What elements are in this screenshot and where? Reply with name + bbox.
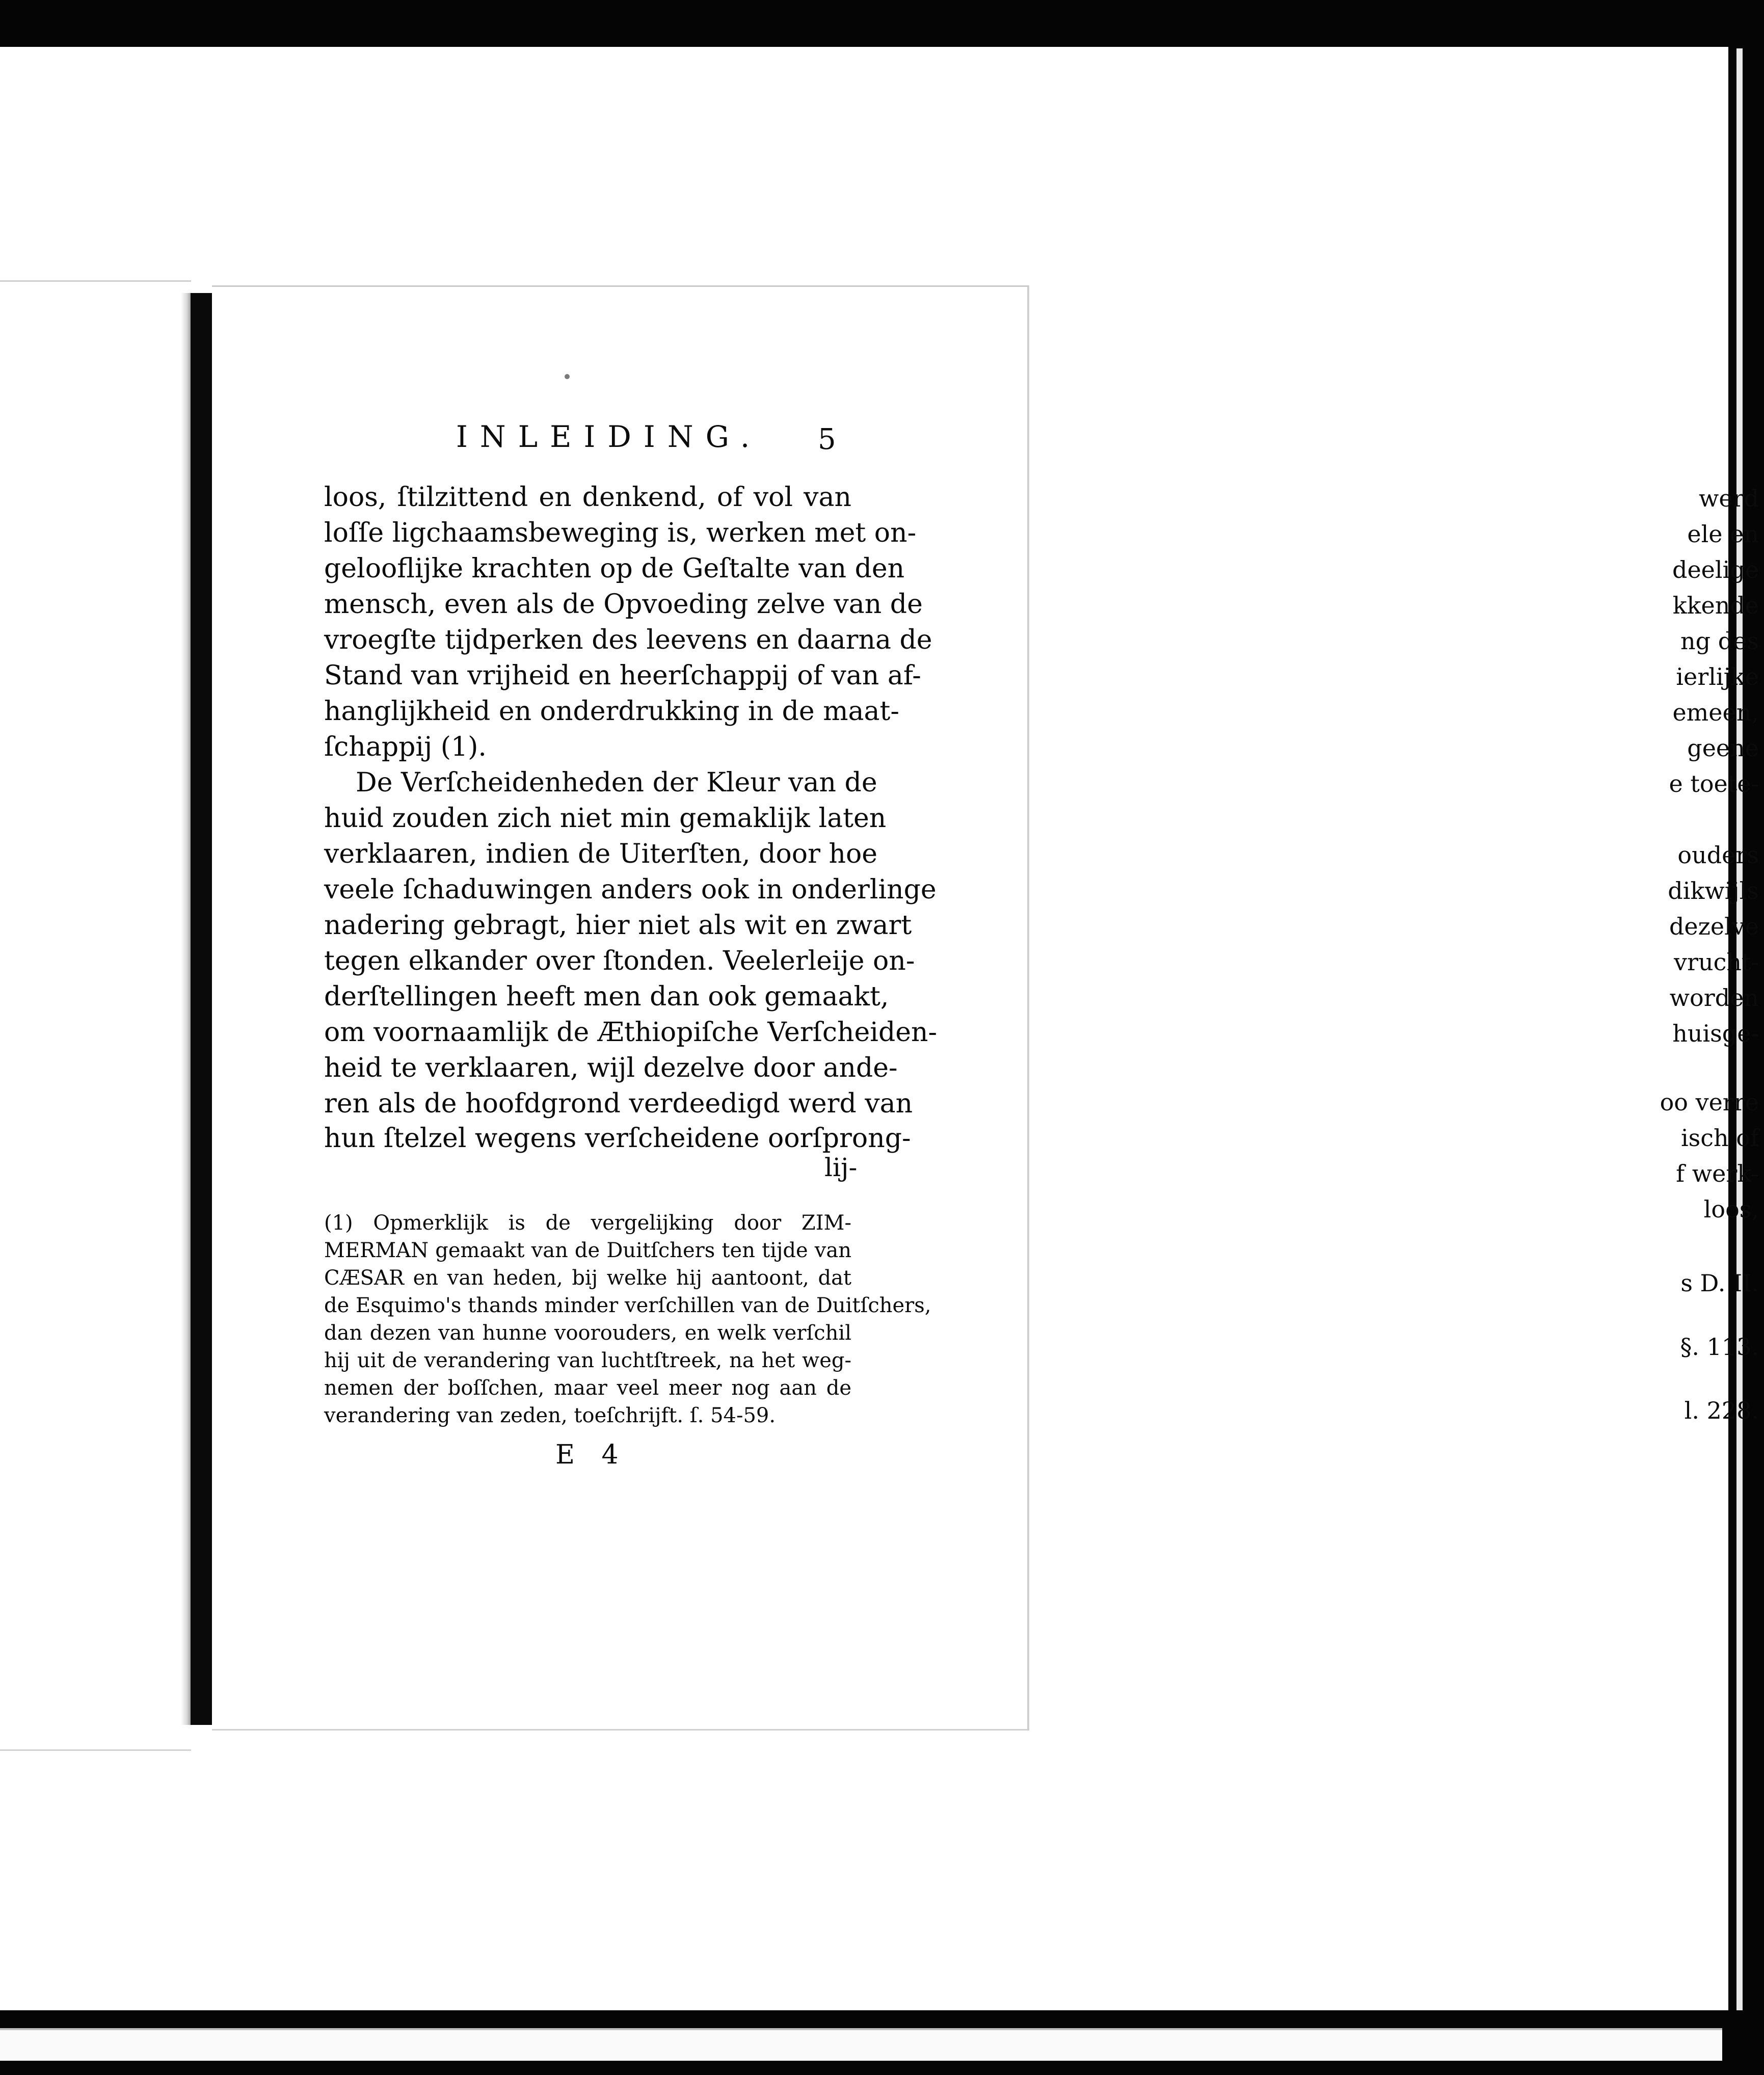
gutter-shadow xyxy=(181,293,191,1725)
left-page-line: huisge- xyxy=(1672,1020,1759,1047)
footnote-line: dan dezen van hunne voorouders, en welk verſchil xyxy=(324,1321,851,1345)
body-line: huid zouden zich niet min gemaklijk laten xyxy=(324,803,887,834)
left-page-line: dezelve xyxy=(1669,913,1759,940)
left-page-line: s D. II. xyxy=(1680,1269,1759,1297)
left-page-line: worden xyxy=(1669,984,1759,1012)
body-line: verklaaren, indien de Uiterſten, door hoe xyxy=(324,839,878,869)
left-page-line: ierlijke xyxy=(1676,663,1759,690)
footnote-line: (1) Opmerklijk is de vergelijking door ZIM- xyxy=(324,1211,851,1235)
left-page-line: f werk- xyxy=(1676,1160,1759,1187)
body-line: gelooflijke krachten op de Geſtalte van den xyxy=(324,553,905,584)
left-page-line: werd xyxy=(1698,485,1759,512)
left-page-line: vrucht- xyxy=(1673,948,1759,976)
footnote-line: nemen der boſſchen, maar veel meer nog aan de xyxy=(324,1376,851,1400)
body-line: hanglijkheid en onderdrukking in de maat- xyxy=(324,696,899,727)
body-line: nadering gebragt, hier niet als wit en zwart xyxy=(324,910,912,941)
body-line: ſchappij (1). xyxy=(324,732,487,762)
body-line: loſſe ligchaamsbeweging is, werken met on- xyxy=(324,518,917,548)
left-page-line: loos, xyxy=(1703,1195,1759,1223)
body-line: Stand van vrijheid en heerſchappij of van af- xyxy=(324,660,921,691)
body-line: om voornaamlijk de Æthiopiſche Verſcheiden- xyxy=(324,1017,938,1048)
left-page-line: ele en xyxy=(1687,520,1759,548)
body-line: heid te verklaaren, wijl dezelve door ande- xyxy=(324,1053,898,1083)
left-page-line: oo verre xyxy=(1660,1088,1759,1116)
body-line: ren als de hoofdgrond verdeedigd werd van xyxy=(324,1088,913,1119)
body-line: De Verſcheidenheden der Kleur van de xyxy=(356,767,877,798)
left-page-fragment xyxy=(0,280,191,1751)
left-page-line: dikwijls xyxy=(1668,877,1759,905)
left-page-line: isch of xyxy=(1680,1124,1759,1152)
scan-border-top xyxy=(0,0,1764,47)
running-head: INLEIDING. xyxy=(456,419,762,454)
footnote-line: MERMAN gemaakt van de Duitſchers ten tijde van xyxy=(324,1239,851,1262)
left-page-line: deelige xyxy=(1672,556,1759,583)
left-page-line: §. 113. xyxy=(1680,1333,1759,1361)
footnote-line: CÆSAR en van heden, bij welke hij aantoont, dat xyxy=(324,1266,851,1290)
left-page-line: l. 228. xyxy=(1684,1397,1759,1424)
left-page-line: ng des xyxy=(1680,627,1759,655)
footnote-line: hij uit de verandering van luchtſtreek, na het weg- xyxy=(324,1349,851,1372)
body-line: veele ſchaduwingen anders ook in onderlinge xyxy=(324,874,937,905)
left-page-line: kkende xyxy=(1672,592,1759,619)
body-line: vroegſte tijdperken des leevens en daarna de xyxy=(324,625,932,655)
body-line: mensch, even als de Opvoeding zelve van de xyxy=(324,589,923,620)
book-gutter xyxy=(191,293,212,1725)
left-page-line: emeen, xyxy=(1672,699,1759,726)
body-line: hun ſtelzel wegens verſcheidene oorſprong- xyxy=(324,1123,911,1154)
catchword: lij- xyxy=(824,1153,858,1182)
signature-mark: E 4 xyxy=(555,1440,628,1470)
footnote-line: de Esquimo's thands minder verſchillen van de Duitſchers, xyxy=(324,1294,931,1317)
body-line: tegen elkander over ſtonden. Veelerleije on- xyxy=(324,946,915,976)
ink-speck xyxy=(565,374,570,379)
left-page-line: e toete- xyxy=(1669,770,1759,797)
footnote-line: verandering van zeden, toeſchrijft. ſ. 54-59. xyxy=(324,1404,776,1427)
underlying-sheet xyxy=(0,2028,1722,2061)
left-page-line: geene xyxy=(1687,734,1759,762)
body-line: derſtellingen heeft men dan ook gemaakt, xyxy=(324,981,889,1012)
body-line: loos, ſtilzittend en denkend, of vol van xyxy=(324,482,851,513)
left-page-line: ouders xyxy=(1677,841,1759,869)
page-number: 5 xyxy=(818,423,836,456)
